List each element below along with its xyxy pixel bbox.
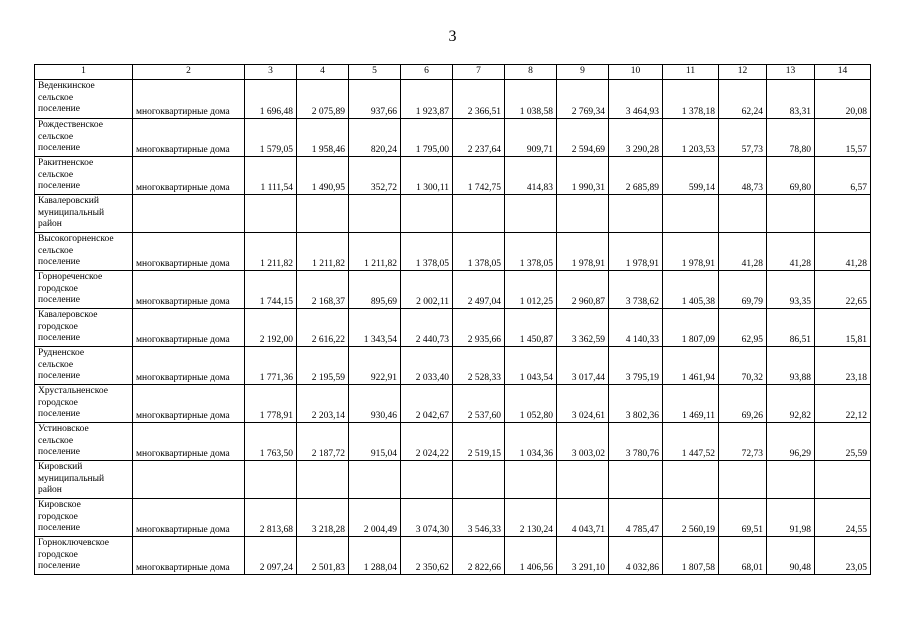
value-cell: 3 017,44: [557, 347, 609, 385]
value-cell: 2 042,67: [401, 385, 453, 423]
settlement-name-line: сельское: [38, 131, 74, 142]
value-cell: 930,46: [349, 385, 401, 423]
value-cell: [401, 195, 453, 233]
value-cell: 1 807,09: [663, 309, 719, 347]
value-cell: 599,14: [663, 157, 719, 195]
value-cell: 3 362,59: [557, 309, 609, 347]
table-row: [35, 423, 871, 461]
value-cell: 3 780,76: [609, 423, 663, 461]
value-cell: 72,73: [719, 423, 767, 461]
value-cell: 22,65: [815, 271, 871, 309]
value-cell: 2 237,64: [453, 119, 505, 157]
value-cell: 1 034,36: [505, 423, 557, 461]
housing-type-cell: многоквартирные дома: [133, 309, 245, 347]
column-number-cell: 7: [453, 65, 505, 80]
value-cell: 3 738,62: [609, 271, 663, 309]
housing-type-cell: многоквартирные дома: [133, 347, 245, 385]
settlement-name-line: Кировское: [38, 500, 81, 510]
table-row: [35, 499, 871, 537]
value-cell: 1 211,82: [245, 233, 297, 271]
value-cell: 1 038,58: [505, 80, 557, 119]
value-cell: 1 012,25: [505, 271, 557, 309]
value-cell: 2 203,14: [297, 385, 349, 423]
value-cell: 1 490,95: [297, 157, 349, 195]
value-cell: 78,80: [767, 119, 815, 157]
value-cell: 62,95: [719, 309, 767, 347]
value-cell: 1 405,38: [663, 271, 719, 309]
value-cell: 2 366,51: [453, 80, 505, 119]
table-row: [35, 461, 871, 499]
value-cell: 2 168,37: [297, 271, 349, 309]
column-number-cell: 5: [349, 65, 401, 80]
settlement-name-line: городское: [38, 511, 78, 522]
value-cell: [767, 195, 815, 233]
settlement-name-line: Горноключевское: [38, 538, 109, 548]
settlement-name-line: сельское: [38, 359, 74, 370]
settlement-name-line: сельское: [38, 435, 74, 446]
value-cell: 2 769,34: [557, 80, 609, 119]
value-cell: 1 923,87: [401, 80, 453, 119]
value-cell: 2 004,49: [349, 499, 401, 537]
settlement-name-line: сельское: [38, 169, 74, 180]
value-cell: 1 447,52: [663, 423, 719, 461]
settlement-name-line: Кавалеровское: [38, 310, 98, 320]
value-cell: 2 192,00: [245, 309, 297, 347]
value-cell: [505, 461, 557, 499]
value-cell: [245, 195, 297, 233]
column-number-row: [35, 65, 871, 80]
settlement-name-cell: [35, 385, 133, 423]
settlement-name-cell: [35, 309, 133, 347]
table-row: [35, 385, 871, 423]
value-cell: 23,18: [815, 347, 871, 385]
value-cell: 2 685,89: [609, 157, 663, 195]
settlement-name-cell: [35, 80, 133, 119]
value-cell: [557, 195, 609, 233]
value-cell: 2 501,83: [297, 537, 349, 575]
housing-type-cell: многоквартирные дома: [133, 271, 245, 309]
value-cell: 820,24: [349, 119, 401, 157]
settlement-name-line: поселение: [38, 257, 80, 267]
tariff-table: [34, 64, 871, 575]
column-number-cell: 10: [609, 65, 663, 80]
value-cell: [297, 195, 349, 233]
column-number-cell: 2: [133, 65, 245, 80]
value-cell: 4 785,47: [609, 499, 663, 537]
settlement-name-line: муниципальный: [38, 473, 105, 484]
value-cell: 41,28: [767, 233, 815, 271]
value-cell: [719, 461, 767, 499]
table-row: [35, 119, 871, 157]
value-cell: 1 203,53: [663, 119, 719, 157]
value-cell: 93,35: [767, 271, 815, 309]
value-cell: 915,04: [349, 423, 401, 461]
value-cell: 1 461,94: [663, 347, 719, 385]
value-cell: [401, 461, 453, 499]
value-cell: 3 074,30: [401, 499, 453, 537]
column-number-cell: 12: [719, 65, 767, 80]
value-cell: 2 519,15: [453, 423, 505, 461]
column-number-cell: 1: [35, 65, 133, 80]
value-cell: [453, 461, 505, 499]
value-cell: 93,88: [767, 347, 815, 385]
value-cell: 1 450,87: [505, 309, 557, 347]
value-cell: 6,57: [815, 157, 871, 195]
value-cell: [663, 195, 719, 233]
value-cell: 2 594,69: [557, 119, 609, 157]
value-cell: 2 024,22: [401, 423, 453, 461]
housing-type-cell: многоквартирные дома: [133, 119, 245, 157]
value-cell: 69,80: [767, 157, 815, 195]
value-cell: [245, 461, 297, 499]
value-cell: 3 218,28: [297, 499, 349, 537]
value-cell: 4 043,71: [557, 499, 609, 537]
value-cell: 2 130,24: [505, 499, 557, 537]
settlement-name-line: городское: [38, 549, 78, 560]
table-row: [35, 195, 871, 233]
table-row: [35, 157, 871, 195]
value-cell: [349, 195, 401, 233]
housing-type-cell: многоквартирные дома: [133, 80, 245, 119]
value-cell: 414,83: [505, 157, 557, 195]
value-cell: [663, 461, 719, 499]
value-cell: 1 300,11: [401, 157, 453, 195]
value-cell: 2 497,04: [453, 271, 505, 309]
value-cell: 3 003,02: [557, 423, 609, 461]
value-cell: 2 528,33: [453, 347, 505, 385]
page-number: 3: [448, 28, 457, 45]
settlement-name-cell: [35, 461, 133, 499]
value-cell: [719, 195, 767, 233]
value-cell: 2 097,24: [245, 537, 297, 575]
settlement-name-line: сельское: [38, 245, 74, 256]
value-cell: 1 288,04: [349, 537, 401, 575]
column-number-cell: 9: [557, 65, 609, 80]
settlement-name-line: поселение: [38, 333, 80, 343]
value-cell: 1 990,31: [557, 157, 609, 195]
table-row: [35, 233, 871, 271]
value-cell: 1 343,54: [349, 309, 401, 347]
value-cell: 15,57: [815, 119, 871, 157]
value-cell: 1 378,05: [453, 233, 505, 271]
settlement-name-line: поселение: [38, 561, 80, 571]
value-cell: 20,08: [815, 80, 871, 119]
value-cell: 70,32: [719, 347, 767, 385]
value-cell: 3 546,33: [453, 499, 505, 537]
table-body: [35, 65, 871, 575]
value-cell: 1 406,56: [505, 537, 557, 575]
value-cell: 2 350,62: [401, 537, 453, 575]
table-row: [35, 80, 871, 119]
value-cell: 24,55: [815, 499, 871, 537]
value-cell: 1 778,91: [245, 385, 297, 423]
settlement-name-cell: [35, 157, 133, 195]
column-number-cell: 14: [815, 65, 871, 80]
settlement-name-line: Кавалеровский: [38, 196, 99, 206]
settlement-name-line: сельское: [38, 92, 74, 103]
value-cell: 1 696,48: [245, 80, 297, 119]
value-cell: 2 187,72: [297, 423, 349, 461]
value-cell: 15,81: [815, 309, 871, 347]
value-cell: 23,05: [815, 537, 871, 575]
housing-type-cell: [133, 461, 245, 499]
settlement-name-line: район: [38, 485, 62, 495]
settlement-name-line: Рождественское: [38, 120, 103, 130]
settlement-name-line: городское: [38, 321, 78, 332]
value-cell: [815, 195, 871, 233]
value-cell: 1 742,75: [453, 157, 505, 195]
settlement-name-line: поселение: [38, 143, 80, 153]
value-cell: 3 024,61: [557, 385, 609, 423]
value-cell: 62,24: [719, 80, 767, 119]
housing-type-cell: многоквартирные дома: [133, 233, 245, 271]
value-cell: [815, 461, 871, 499]
value-cell: 1 043,54: [505, 347, 557, 385]
value-cell: 1 052,80: [505, 385, 557, 423]
housing-type-cell: многоквартирные дома: [133, 423, 245, 461]
value-cell: 96,29: [767, 423, 815, 461]
value-cell: 1 978,91: [663, 233, 719, 271]
value-cell: [505, 195, 557, 233]
value-cell: 3 464,93: [609, 80, 663, 119]
value-cell: 352,72: [349, 157, 401, 195]
value-cell: 3 290,28: [609, 119, 663, 157]
value-cell: 909,71: [505, 119, 557, 157]
value-cell: 1 378,18: [663, 80, 719, 119]
settlement-name-line: поселение: [38, 295, 80, 305]
settlement-name-line: муниципальный: [38, 207, 105, 218]
value-cell: 1 795,00: [401, 119, 453, 157]
value-cell: [609, 195, 663, 233]
value-cell: 4 032,86: [609, 537, 663, 575]
settlement-name-cell: [35, 271, 133, 309]
value-cell: 69,79: [719, 271, 767, 309]
value-cell: 2 195,59: [297, 347, 349, 385]
value-cell: 83,31: [767, 80, 815, 119]
settlement-name-line: Ракитненское: [38, 158, 94, 168]
settlement-name-line: район: [38, 219, 62, 229]
table-row: [35, 347, 871, 385]
housing-type-cell: [133, 195, 245, 233]
value-cell: 25,59: [815, 423, 871, 461]
value-cell: 41,28: [719, 233, 767, 271]
value-cell: 2 616,22: [297, 309, 349, 347]
housing-type-cell: многоквартирные дома: [133, 157, 245, 195]
value-cell: 69,51: [719, 499, 767, 537]
settlement-name-line: городское: [38, 283, 78, 294]
value-cell: 2 033,40: [401, 347, 453, 385]
settlement-name-line: поселение: [38, 409, 80, 419]
value-cell: 2 075,89: [297, 80, 349, 119]
value-cell: [349, 461, 401, 499]
settlement-name-line: поселение: [38, 523, 80, 533]
value-cell: 91,98: [767, 499, 815, 537]
settlement-name-line: Веденкинское: [38, 81, 95, 91]
value-cell: 2 440,73: [401, 309, 453, 347]
value-cell: [609, 461, 663, 499]
value-cell: 1 771,36: [245, 347, 297, 385]
table-row: [35, 309, 871, 347]
value-cell: [297, 461, 349, 499]
settlement-name-line: Хрустальненское: [38, 386, 108, 396]
settlement-name-line: поселение: [38, 181, 80, 191]
value-cell: 2 960,87: [557, 271, 609, 309]
column-number-cell: 3: [245, 65, 297, 80]
value-cell: 48,73: [719, 157, 767, 195]
housing-type-cell: многоквартирные дома: [133, 537, 245, 575]
value-cell: 2 560,19: [663, 499, 719, 537]
value-cell: 69,26: [719, 385, 767, 423]
housing-type-cell: многоквартирные дома: [133, 499, 245, 537]
value-cell: 22,12: [815, 385, 871, 423]
column-number-cell: 4: [297, 65, 349, 80]
value-cell: 92,82: [767, 385, 815, 423]
value-cell: 1 978,91: [609, 233, 663, 271]
settlement-name-cell: [35, 119, 133, 157]
settlement-name-cell: [35, 233, 133, 271]
settlement-name-line: Кировский: [38, 462, 83, 472]
value-cell: 922,91: [349, 347, 401, 385]
value-cell: [767, 461, 815, 499]
value-cell: 4 140,33: [609, 309, 663, 347]
housing-type-cell: многоквартирные дома: [133, 385, 245, 423]
value-cell: 90,48: [767, 537, 815, 575]
value-cell: 3 291,10: [557, 537, 609, 575]
value-cell: 57,73: [719, 119, 767, 157]
value-cell: 2 813,68: [245, 499, 297, 537]
value-cell: 1 469,11: [663, 385, 719, 423]
settlement-name-line: Рудненское: [38, 348, 85, 358]
value-cell: 1 111,54: [245, 157, 297, 195]
value-cell: 1 807,58: [663, 537, 719, 575]
value-cell: 68,01: [719, 537, 767, 575]
value-cell: 1 763,50: [245, 423, 297, 461]
table-row: [35, 271, 871, 309]
column-number-cell: 6: [401, 65, 453, 80]
value-cell: 2 822,66: [453, 537, 505, 575]
value-cell: 937,66: [349, 80, 401, 119]
value-cell: 1 744,15: [245, 271, 297, 309]
value-cell: [557, 461, 609, 499]
value-cell: 1 978,91: [557, 233, 609, 271]
table-row: [35, 537, 871, 575]
value-cell: 1 211,82: [349, 233, 401, 271]
value-cell: 1 378,05: [505, 233, 557, 271]
column-number-cell: 13: [767, 65, 815, 80]
value-cell: 895,69: [349, 271, 401, 309]
settlement-name-line: поселение: [38, 104, 80, 114]
settlement-name-line: Высокогорненское: [38, 234, 114, 244]
column-number-cell: 8: [505, 65, 557, 80]
value-cell: 1 579,05: [245, 119, 297, 157]
column-number-cell: 11: [663, 65, 719, 80]
settlement-name-cell: [35, 499, 133, 537]
settlement-name-line: Устиновское: [38, 424, 89, 434]
value-cell: 2 537,60: [453, 385, 505, 423]
value-cell: 2 002,11: [401, 271, 453, 309]
value-cell: 2 935,66: [453, 309, 505, 347]
settlement-name-cell: [35, 195, 133, 233]
value-cell: 1 958,46: [297, 119, 349, 157]
settlement-name-cell: [35, 423, 133, 461]
value-cell: 3 802,36: [609, 385, 663, 423]
value-cell: 1 378,05: [401, 233, 453, 271]
value-cell: 1 211,82: [297, 233, 349, 271]
settlement-name-line: городское: [38, 397, 78, 408]
value-cell: [453, 195, 505, 233]
settlement-name-line: Горнореченское: [38, 272, 103, 282]
value-cell: 3 795,19: [609, 347, 663, 385]
settlement-name-cell: [35, 537, 133, 575]
value-cell: 86,51: [767, 309, 815, 347]
settlement-name-line: поселение: [38, 447, 80, 457]
settlement-name-line: поселение: [38, 371, 80, 381]
value-cell: 41,28: [815, 233, 871, 271]
settlement-name-cell: [35, 347, 133, 385]
